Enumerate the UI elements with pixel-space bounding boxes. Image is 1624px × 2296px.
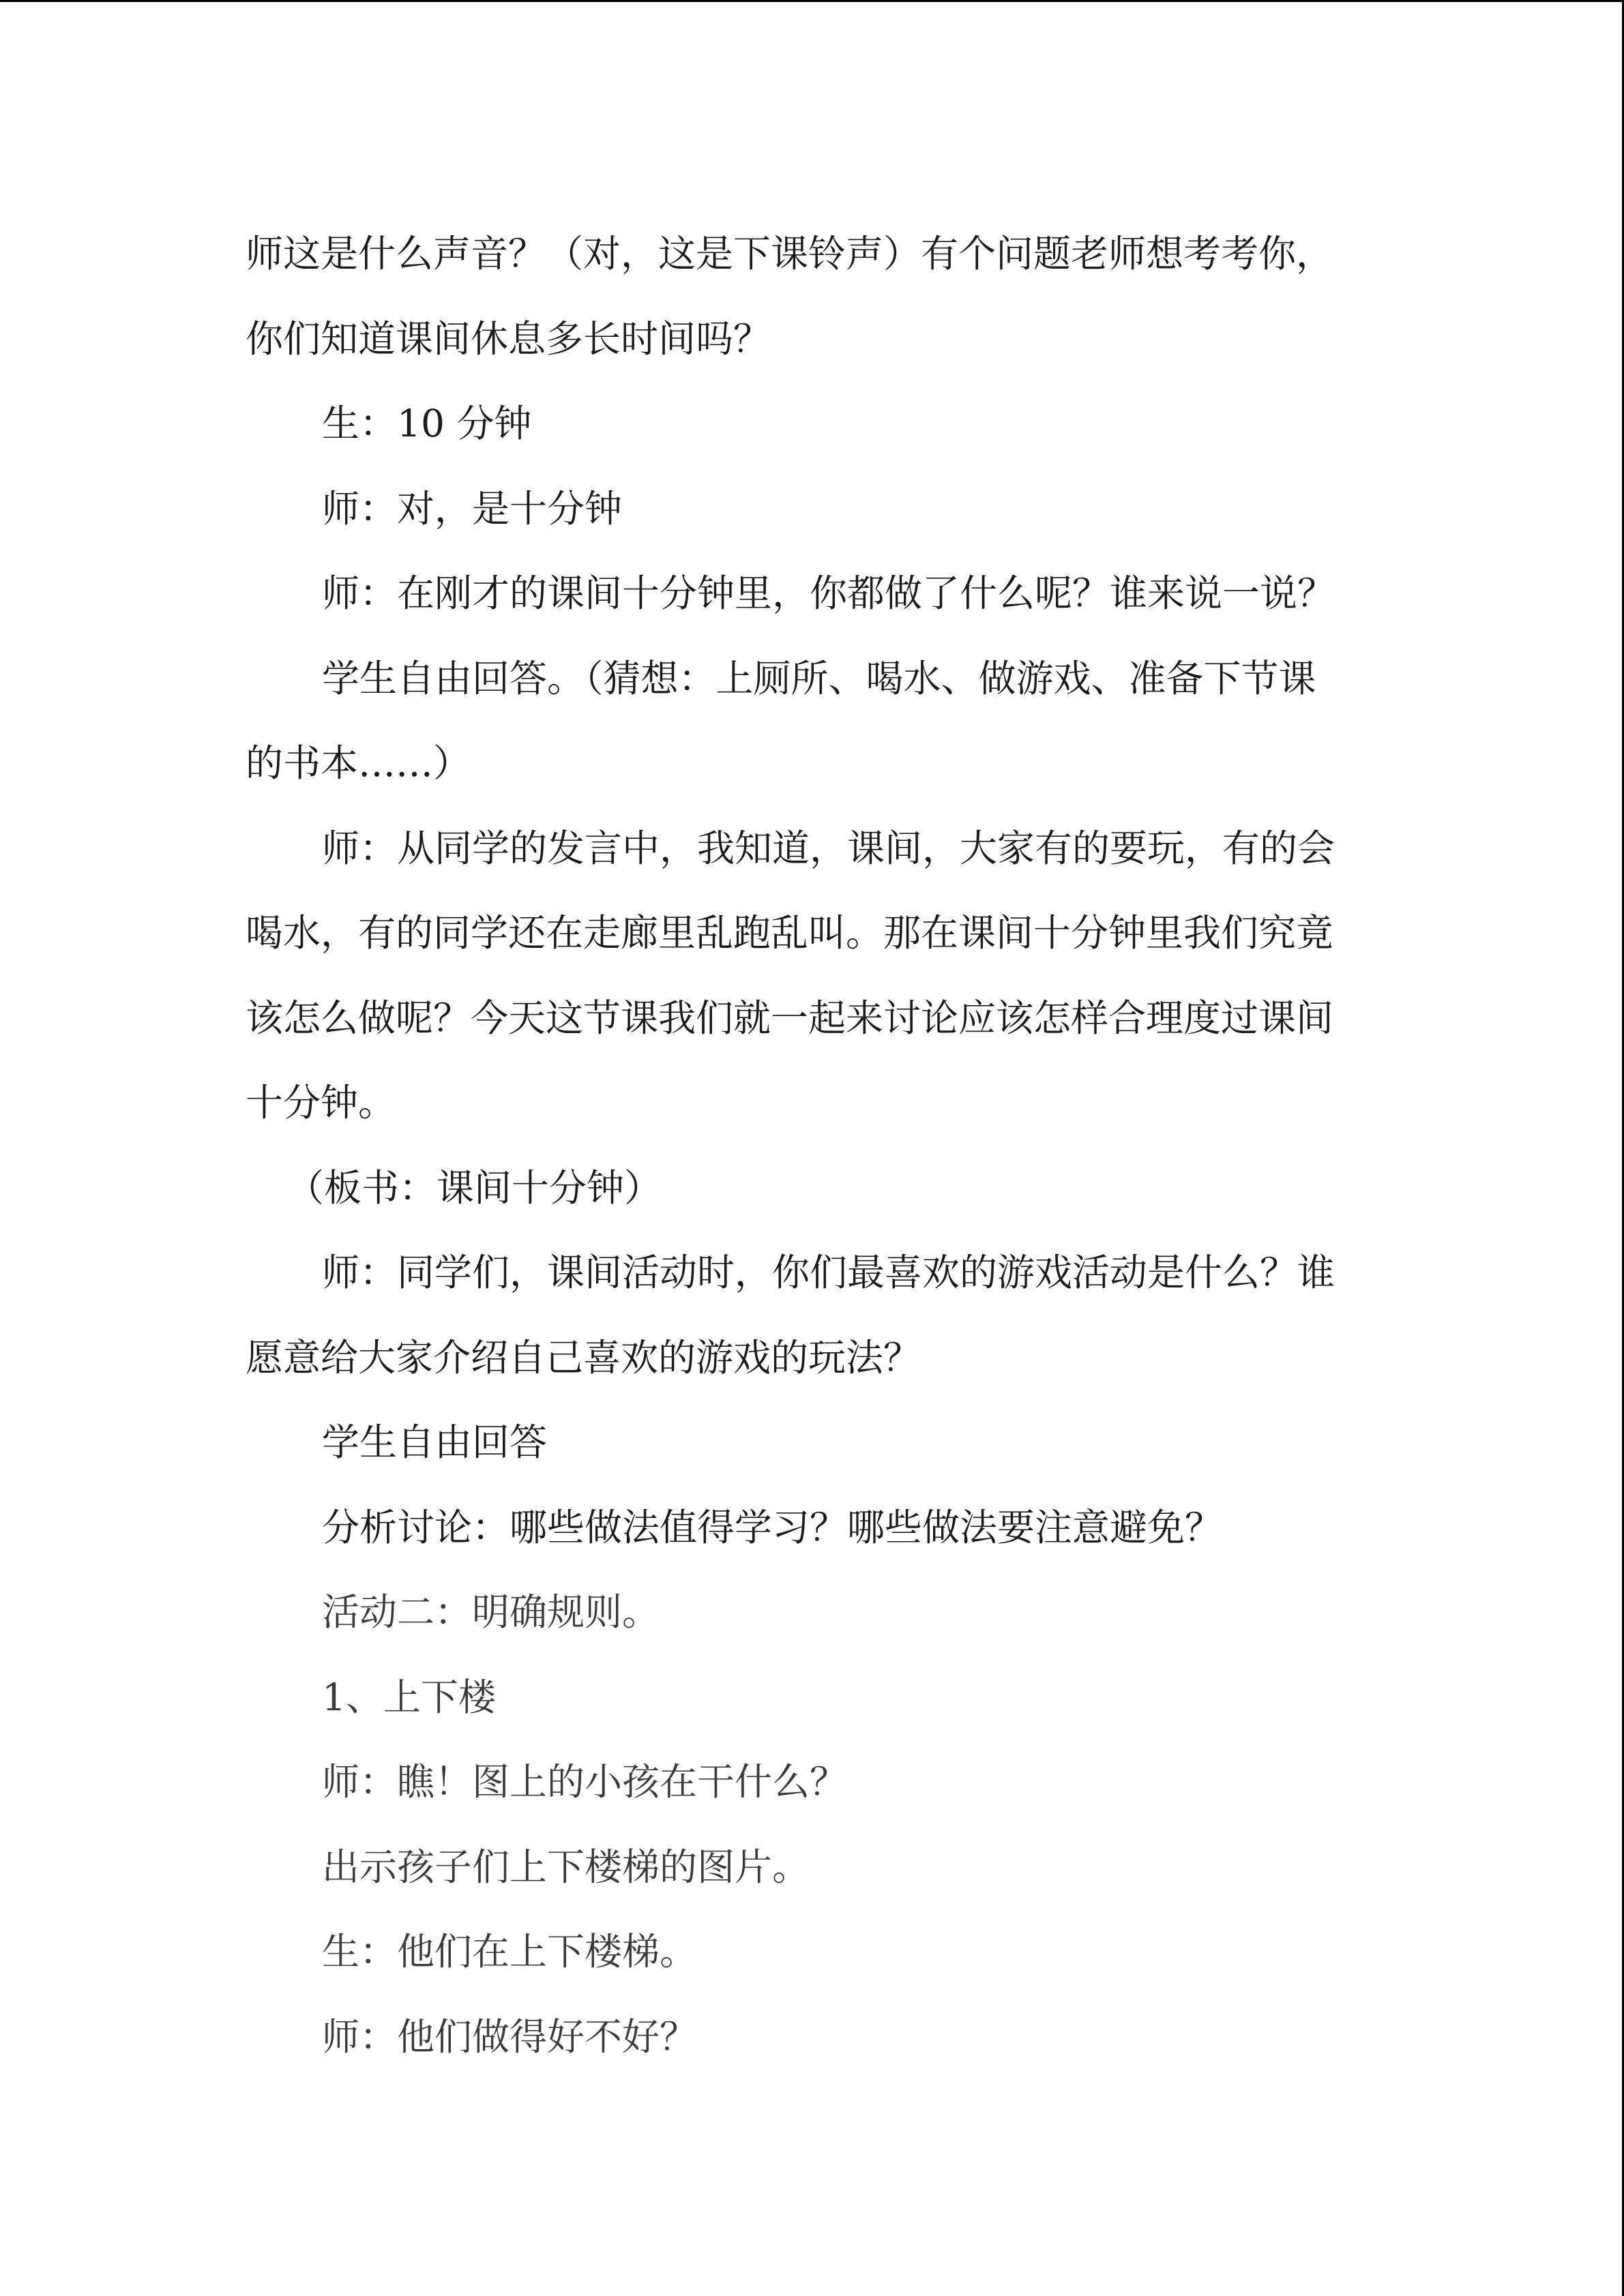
text-line: 分析讨论：哪些做法值得学习？哪些做法要注意避免？ <box>322 1505 1223 1549</box>
text-line: 生：他们在上下楼梯。 <box>322 1930 698 1973</box>
text-line: 活动二：明确规则。 <box>322 1590 660 1634</box>
text-line: 喝水，有的同学还在走廊里乱跑乱叫。那在课间十分钟里我们究竟 <box>246 911 1334 955</box>
text-line: 师：瞧！图上的小孩在干什么？ <box>322 1760 848 1804</box>
text-line: 学生自由回答 <box>322 1420 548 1464</box>
text-line: 学生自由回答。（猜想：上厕所、喝水、做游戏、准备下节课 <box>322 656 1316 700</box>
text-line: 十分钟。 <box>246 1081 396 1124</box>
document-body <box>246 211 1364 2079</box>
text-line: 师：同学们，课间活动时，你们最喜欢的游戏活动是什么？谁 <box>322 1251 1335 1294</box>
text-line: 愿意给大家介绍自己喜欢的游戏的玩法？ <box>246 1335 921 1380</box>
text-line: 出示孩子们上下楼梯的图片。 <box>322 1845 810 1889</box>
text-line: 生：10 分钟 <box>322 402 532 445</box>
text-line: （板书：课间十分钟） <box>286 1165 662 1210</box>
text-line: 1、上下楼 <box>322 1675 496 1719</box>
text-line: 师：在刚才的课间十分钟里，你都做了什么呢？谁来说一说？ <box>322 571 1335 615</box>
text-line: 的书本……） <box>246 741 471 785</box>
text-line: 该怎么做呢？今天这节课我们就一起来讨论应该怎样合理度过课间 <box>246 996 1334 1040</box>
text-line: 师这是什么声音？（对，这是下课铃声）有个问题老师想考考你， <box>246 232 1334 275</box>
text-line: 师：对，是十分钟 <box>322 486 623 531</box>
text-line: 师：从同学的发言中，我知道，课间，大家有的要玩，有的会 <box>322 826 1335 870</box>
text-line: 你们知道课间休息多长时间吗？ <box>246 316 771 361</box>
text-line: 师：他们做得好不好？ <box>322 2014 698 2059</box>
